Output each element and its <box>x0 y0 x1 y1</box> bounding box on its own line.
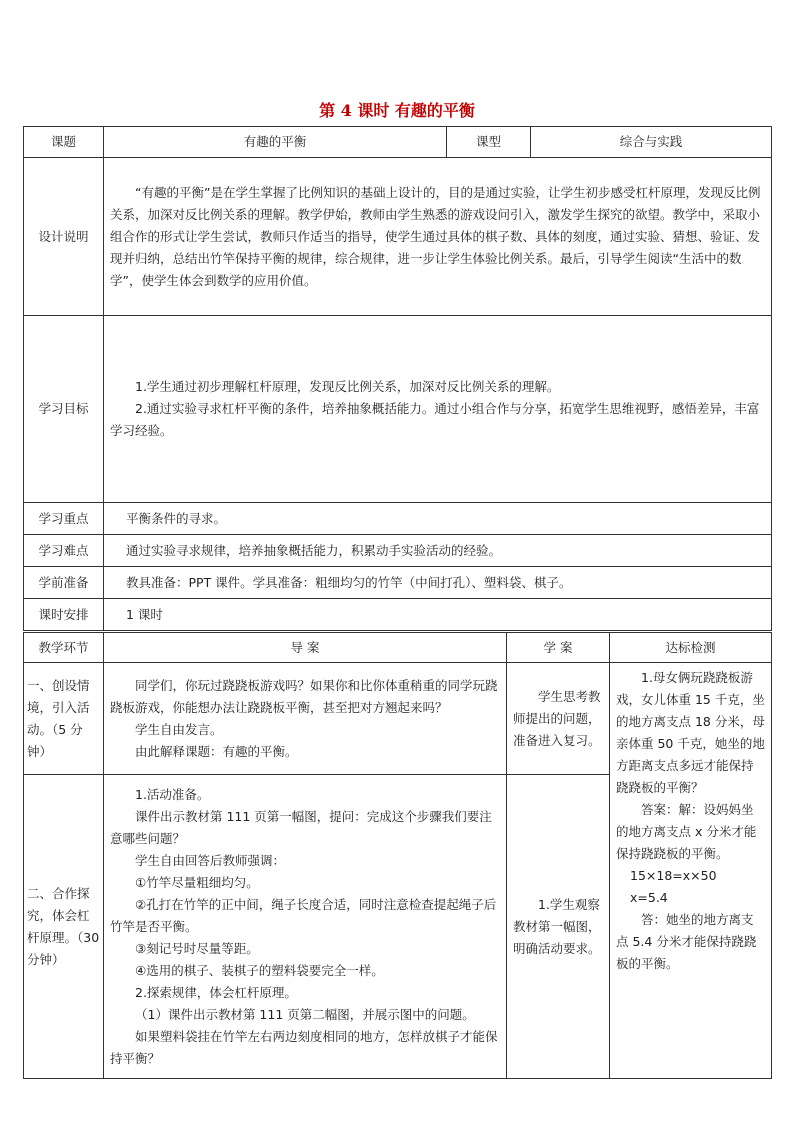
stage-2-guide-p1: 1.活动准备。 <box>135 786 210 802</box>
row-key <box>24 503 772 535</box>
stage-1-learn-text: 学生思考教师提出的问题，准备进入复习。 <box>513 688 601 748</box>
header-check: 达标检测 <box>610 633 772 663</box>
stage-2-guide-p3: 学生自由回答后教师强调： <box>135 852 286 868</box>
check-cell <box>610 663 772 1079</box>
label-prep: 学前准备 <box>24 567 104 599</box>
label-schedule: 课时安排 <box>24 599 104 631</box>
value-design <box>104 158 772 316</box>
teaching-process-table <box>23 632 772 1079</box>
row-schedule <box>24 599 772 631</box>
row-prep <box>24 567 772 599</box>
check-answer: 答案：解：设妈妈坐的地方离支点 x 分米才能保持跷跷板的平衡。 <box>616 802 757 861</box>
stage-2-guide-p7: ④选用的棋子、装棋子的塑料袋要完全一样。 <box>135 962 384 978</box>
stage-2-guide-p6: ③刻记号时尽量等距。 <box>135 940 259 956</box>
stage-2-learn <box>507 775 610 1079</box>
value-type: 综合与实践 <box>531 127 772 158</box>
value-key: 平衡条件的寻求。 <box>126 510 227 526</box>
stage-2-guide-p9: （1）课件出示教材第 111 页第二幅图，并展示图中的问题。 <box>135 1006 475 1022</box>
row-topic <box>24 127 772 158</box>
stage-2-guide-p10: 如果塑料袋挂在竹竿左右两边刻度相同的地方，怎样放棋子才能保持平衡？ <box>110 1028 498 1066</box>
value-prep: 教具准备：PPT 课件。学具准备：粗细均匀的竹竿（中间打孔）、塑料袋、棋子。 <box>126 574 572 590</box>
stage-1-guide-p1: 同学们，你玩过跷跷板游戏吗？如果你和比你体重稍重的同学玩跷跷板游戏，你能想办法让跷跷板平衡，甚至把对方翘起来吗？ <box>110 677 498 715</box>
label-type: 课型 <box>447 127 531 158</box>
row-stage-1 <box>24 663 772 775</box>
stage-2-label: 二、合作探究，体会杠杆原理。（30 分钟） <box>24 775 104 1079</box>
stage-2-guide <box>104 775 507 1079</box>
header-row <box>24 633 772 663</box>
label-goals: 学习目标 <box>24 316 104 503</box>
value-topic: 有趣的平衡 <box>104 127 447 158</box>
check-final: 答：她坐的地方离支点 5.4 分米才能保持跷跷板的平衡。 <box>616 912 757 971</box>
header-learn: 学 案 <box>507 633 610 663</box>
stage-2-learn-text: 1.学生观察教材第一幅图，明确活动要求。 <box>513 896 601 956</box>
goal-item-2: 2.通过实验寻求杠杆平衡的条件，培养抽象概括能力。通过小组合作与分享，拓宽学生思维视野，感悟差异，丰富学习经验。 <box>110 401 760 438</box>
label-design: 设计说明 <box>24 158 104 316</box>
value-goals <box>104 316 772 503</box>
value-difficulty: 通过实验寻求规律，培养抽象概括能力，积累动手实验活动的经验。 <box>126 542 502 558</box>
stage-1-learn <box>507 663 610 775</box>
stage-1-label: 一、创设情境，引入活动。（5 分钟） <box>24 663 104 775</box>
header-stage: 教学环节 <box>24 633 104 663</box>
stage-2-guide-p8: 2.探索规律，体会杠杆原理。 <box>135 984 297 1000</box>
stage-1-guide-p3: 由此解释课题：有趣的平衡。 <box>135 743 298 759</box>
label-key: 学习重点 <box>24 503 104 535</box>
check-eq2: x=5.4 <box>630 890 668 905</box>
stage-1-guide-p2: 学生自由发言。 <box>135 721 223 737</box>
stage-2-guide-p4: ①竹竿尽量粗细均匀。 <box>135 874 259 890</box>
value-schedule: 1 课时 <box>126 606 163 622</box>
header-guide: 导 案 <box>104 633 507 663</box>
page-title: 第 4 课时 有趣的平衡 <box>319 101 475 120</box>
label-topic: 课题 <box>24 127 104 158</box>
stage-2-guide-p5: ②孔打在竹竿的正中间，绳子长度合适，同时注意检查提起绳子后竹竿是否平衡。 <box>110 896 497 934</box>
stage-2-guide-p2: 课件出示教材第 111 页第一幅图，提问：完成这个步骤我们要注意哪些问题？ <box>110 808 492 846</box>
check-question: 1.母女俩玩跷跷板游戏，女儿体重 15 千克，坐的地方离支点 18 分米，母亲体重 50 千克，她坐的地方距离支点多远才能保持跷跷板的平衡？ <box>616 670 765 795</box>
row-difficulty <box>24 535 772 567</box>
check-eq1: 15×18=x×50 <box>630 868 717 883</box>
label-difficulty: 学习难点 <box>24 535 104 567</box>
row-design <box>24 158 772 316</box>
stage-1-guide <box>104 663 507 775</box>
row-goals <box>24 316 772 503</box>
goal-item-1: 1.学生通过初步理解杠杆原理，发现反比例关系，加深对反比例关系的理解。 <box>135 379 560 394</box>
lesson-info-table <box>23 126 772 631</box>
design-text: “有趣的平衡”是在学生掌握了比例知识的基础上设计的，目的是通过实验，让学生初步感受杠杆原理，发现反比例关系，加深对反比例关系的理解。教学伊始，教师由学生熟悉的游戏设问引入，激发学生探究的欲望。教学中，采取小组合作的形式让学生尝试，教师只作适当的指导，使学生通过具体的棋子数、具体的刻度，通过实验、猜想、验证、发现并归纳，总结出竹竿保持平衡的规律，综合规律，进一步让学生体验比例关系。最后，引导学生阅读“生活中的数学”，使学生体会到数学的应用价值。 <box>110 184 761 288</box>
